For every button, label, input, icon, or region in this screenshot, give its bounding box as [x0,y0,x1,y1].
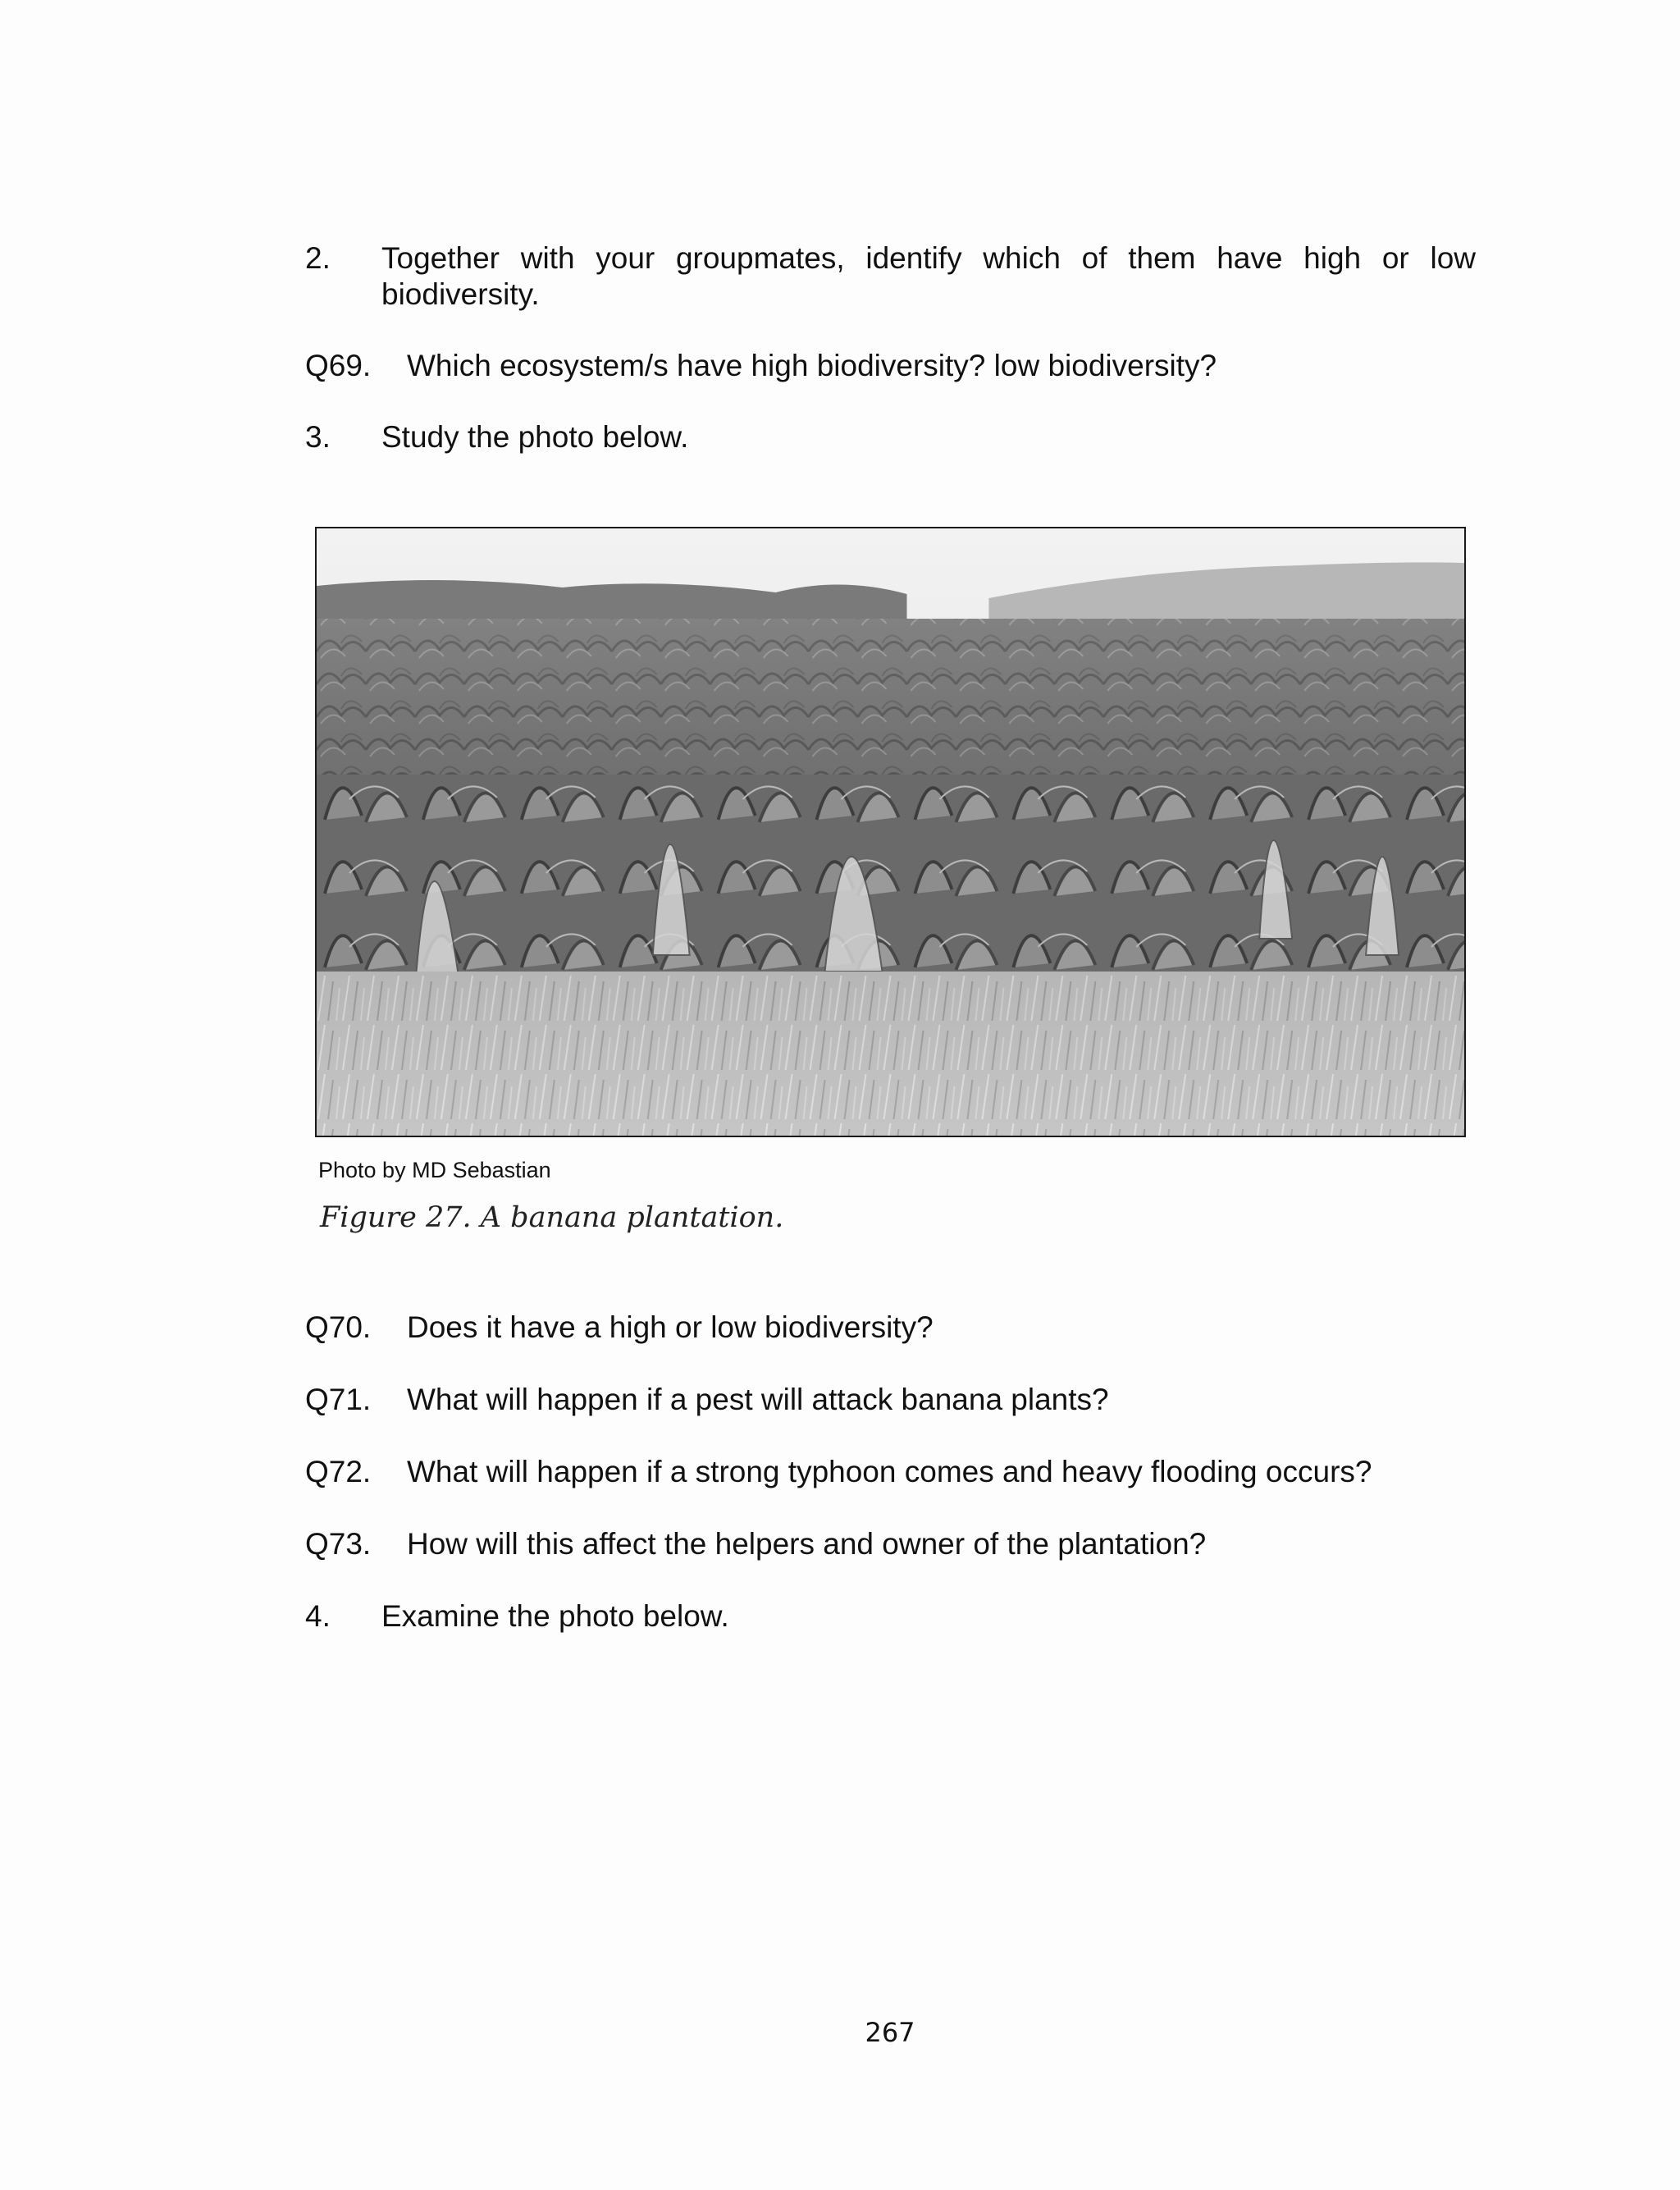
instruction-2 [305,240,1476,314]
item-number: 2. [305,241,331,275]
question-text: What will happen if a strong typhoon comes and heavy flooding occurs? [407,1455,1372,1488]
question-72 [305,1454,1476,1490]
item-text: Study the photo below. [381,420,689,454]
instruction-3 [305,419,1476,455]
question-69 [305,348,1476,384]
banana-plantation-photo [315,527,1466,1137]
question-number: Q72. [305,1455,372,1488]
page-number: 267 [865,2017,915,2048]
question-73 [305,1526,1476,1562]
figure-caption: Figure 27. A banana plantation. [320,1201,784,1234]
photo-credit: Photo by MD Sebastian [318,1158,551,1182]
instruction-4 [305,1598,1476,1634]
question-text: How will this affect the helpers and owner of the plantation? [407,1527,1207,1561]
question-text: Which ecosystem/s have high biodiversity? low biodiversity? [407,349,1217,382]
question-number: Q73. [305,1527,372,1561]
question-71 [305,1382,1476,1418]
question-number: Q71. [305,1383,372,1416]
item-text: Together with your groupmates, identify which of them have high or low biodiversity. [381,241,1476,311]
question-text: What will happen if a pest will attack banana plants? [407,1383,1109,1416]
question-text: Does it have a high or low biodiversity? [407,1310,934,1344]
question-number: Q69. [305,349,372,382]
question-70 [305,1310,1476,1346]
item-text: Examine the photo below. [381,1599,729,1633]
item-number: 4. [305,1599,331,1633]
question-number: Q70. [305,1310,372,1344]
item-number: 3. [305,420,331,454]
plantation-image [317,528,1464,1136]
